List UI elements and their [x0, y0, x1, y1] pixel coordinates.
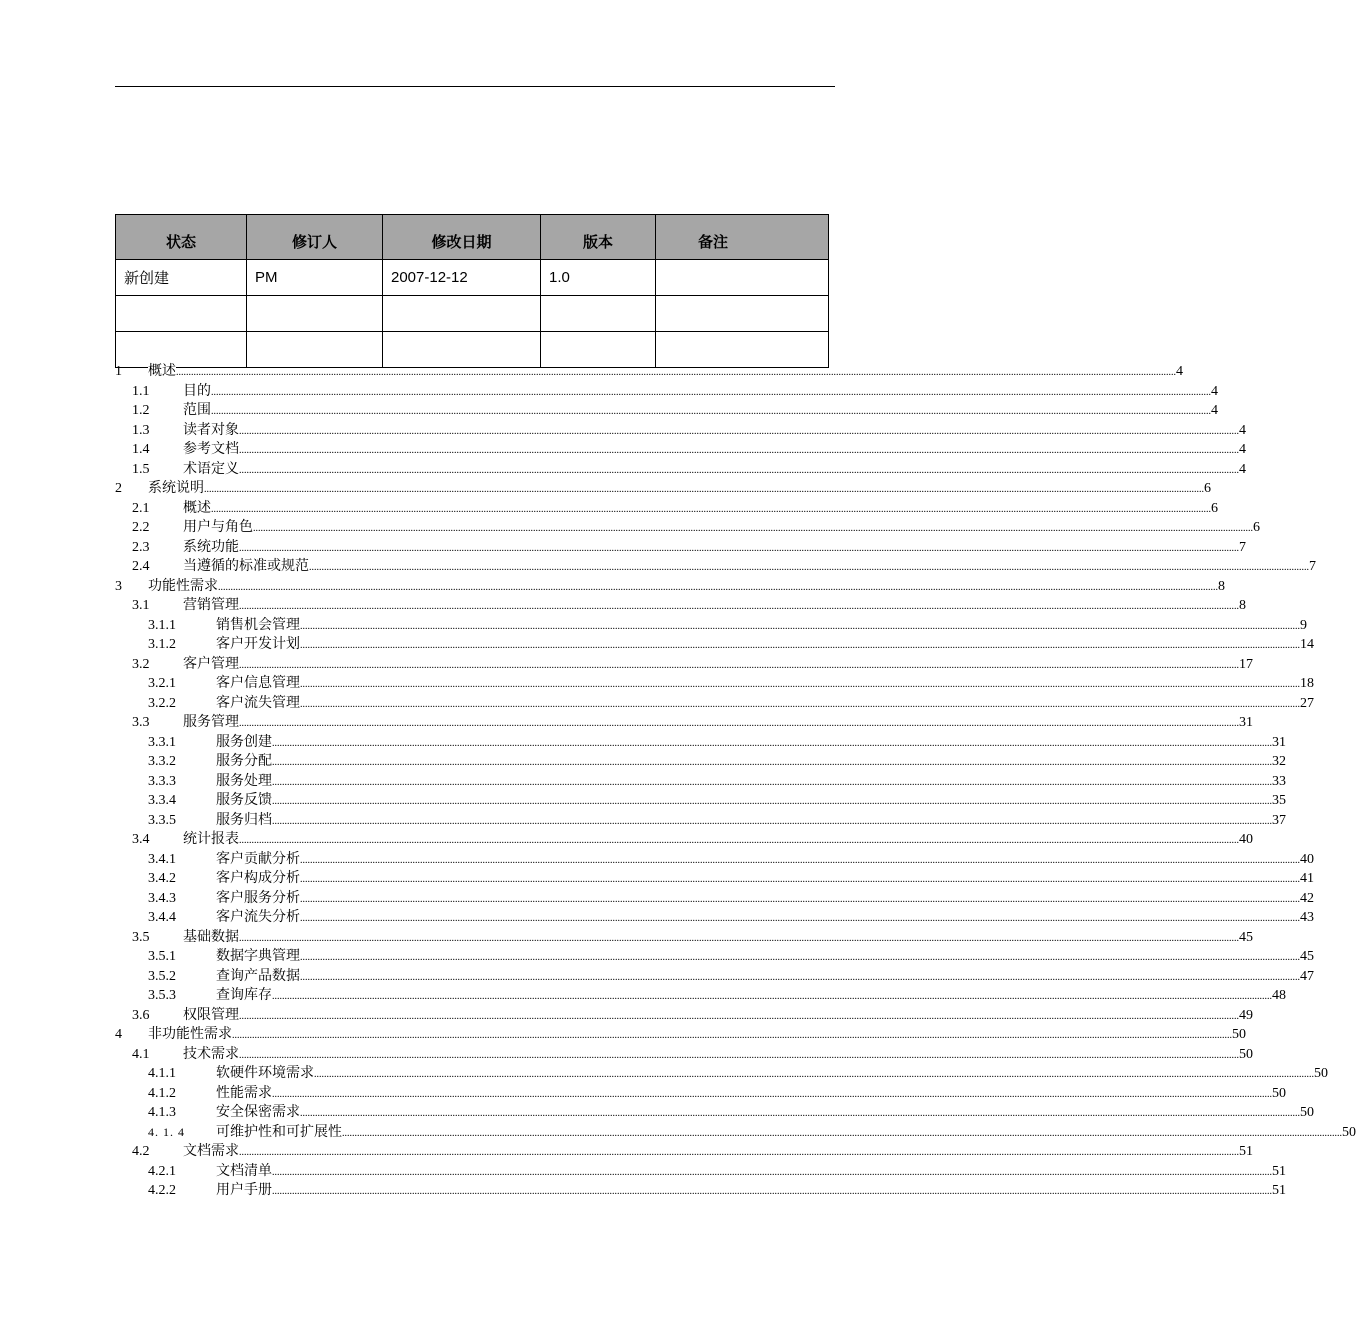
dot-leader: ................................................................................................................................................................................................................................................................................................................................................................................................................ — [272, 776, 1272, 788]
dot-leader: ................................................................................................................................................................................................................................................................................................................................................................................................................ — [211, 503, 1211, 515]
toc-entry[interactable] — [115, 1006, 1253, 1026]
toc-entry[interactable] — [115, 421, 1246, 441]
toc-entry-line — [183, 440, 1246, 461]
dot-leader: ................................................................................................................................................................................................................................................................................................................................................................................................................ — [272, 796, 1272, 807]
dot-leader: ................................................................................................................................................................................................................................................................................................................................................................................................................ — [239, 464, 1239, 476]
table-row — [116, 296, 829, 332]
toc-entry-line — [148, 1025, 1246, 1046]
toc-entry-line — [216, 850, 1314, 871]
toc-entry-number: 3.5.2 — [148, 968, 176, 984]
toc-entry[interactable] — [115, 538, 1246, 558]
dot-leader: ................................................................................................................................................................................................................................................................................................................................................................................................................ — [300, 971, 1300, 983]
col-version: 版本 — [541, 215, 656, 260]
toc-entry-page: 51 — [1272, 1163, 1286, 1179]
dot-leader: ................................................................................................................................................................................................................................................................................................................................................................................................................ — [272, 1088, 1272, 1100]
toc-entry-title: 营销管理 — [183, 596, 239, 616]
toc-entry[interactable] — [115, 928, 1253, 948]
toc-entry-title: 客户服务分析 — [216, 889, 300, 909]
toc-entry-number: 4.1.3 — [148, 1105, 176, 1120]
toc-entry-page: 50 — [1314, 1066, 1328, 1081]
dot-leader: ................................................................................................................................................................................................................................................................................................................................................................................................................ — [239, 542, 1239, 554]
toc-entry-line — [216, 967, 1314, 988]
dot-leader: ................................................................................................................................................................................................................................................................................................................................................................................................................ — [300, 679, 1300, 690]
dot-leader: ................................................................................................................................................................................................................................................................................................................................................................................................................ — [211, 386, 1211, 398]
toc-entry-number: 2.2 — [132, 520, 150, 535]
toc-entry-number: 3.5.1 — [148, 949, 176, 964]
toc-entry-page: 4 — [1211, 403, 1218, 418]
toc-entry-number: 3.3 — [132, 715, 150, 730]
toc-entry-page: 8 — [1239, 598, 1246, 613]
cell-status: 新创建 — [116, 260, 247, 296]
toc-entry[interactable] — [115, 733, 1286, 753]
dot-leader: ................................................................................................................................................................................................................................................................................................................................................................................................................ — [300, 874, 1300, 885]
cell-notes — [656, 260, 829, 296]
toc-entry[interactable] — [115, 577, 1225, 597]
cell-version — [541, 296, 656, 332]
toc-entry[interactable] — [115, 947, 1314, 967]
toc-entry[interactable] — [115, 772, 1286, 792]
toc-entry[interactable] — [115, 499, 1218, 519]
toc-entry-title: 客户构成分析 — [216, 869, 300, 889]
toc-entry-number: 1.2 — [132, 403, 150, 418]
toc-entry-page: 35 — [1272, 793, 1286, 808]
toc-entry-number: 1.1 — [132, 383, 150, 399]
dot-leader: ................................................................................................................................................................................................................................................................................................................................................................................................................ — [272, 737, 1272, 749]
dot-leader: ................................................................................................................................................................................................................................................................................................................................................................................................................ — [300, 620, 1300, 632]
toc-entry-title: 功能性需求 — [148, 577, 218, 597]
toc-entry-line — [183, 1045, 1253, 1066]
dot-leader: ................................................................................................................................................................................................................................................................................................................................................................................................................ — [218, 581, 1218, 593]
toc-entry[interactable] — [115, 850, 1314, 870]
toc-entry-page: 18 — [1300, 676, 1314, 691]
toc-entry-page: 42 — [1300, 890, 1314, 906]
toc-entry-number: 3.1.1 — [148, 617, 176, 633]
toc-entry-page: 7 — [1239, 539, 1246, 555]
toc-entry[interactable] — [115, 557, 1316, 577]
toc-entry-page: 4 — [1239, 422, 1246, 438]
toc-entry-line — [216, 772, 1286, 793]
toc-entry-title: 服务管理 — [183, 713, 239, 733]
toc-entry-line — [216, 811, 1286, 832]
toc-entry[interactable] — [115, 460, 1246, 480]
cell-status — [116, 296, 247, 332]
dot-leader: ................................................................................................................................................................................................................................................................................................................................................................................................................ — [204, 484, 1204, 495]
toc-entry-line — [183, 1142, 1253, 1163]
toc-entry-number: 3.4 — [132, 832, 150, 847]
toc-entry[interactable] — [115, 1123, 1356, 1143]
toc-entry-page: 47 — [1300, 968, 1314, 984]
toc-entry-title: 用户手册 — [216, 1181, 272, 1201]
toc-entry-title: 软硬件环境需求 — [216, 1064, 314, 1084]
cell-reviser: PM — [247, 260, 383, 296]
toc-entry[interactable] — [115, 791, 1286, 811]
toc-entry-title: 文档需求 — [183, 1142, 239, 1162]
toc-entry-title: 当遵循的标准或规范 — [183, 557, 309, 577]
toc-entry[interactable] — [115, 596, 1246, 616]
dot-leader: ................................................................................................................................................................................................................................................................................................................................................................................................................ — [272, 1166, 1272, 1178]
dot-leader: ................................................................................................................................................................................................................................................................................................................................................................................................................ — [239, 718, 1239, 729]
revision-header-row — [116, 215, 829, 260]
revision-table — [115, 214, 829, 368]
dot-leader: ................................................................................................................................................................................................................................................................................................................................................................................................................ — [309, 562, 1309, 573]
toc-entry[interactable] — [115, 889, 1314, 909]
toc-entry-line — [183, 928, 1253, 949]
toc-entry-line — [183, 596, 1246, 617]
toc-entry-line — [183, 421, 1246, 442]
toc-entry-number: 3.1 — [132, 598, 150, 613]
dot-leader: ................................................................................................................................................................................................................................................................................................................................................................................................................ — [342, 1127, 1342, 1139]
toc-entry[interactable] — [115, 518, 1260, 538]
toc-entry-line — [183, 382, 1218, 403]
toc-entry-page: 49 — [1239, 1007, 1253, 1023]
toc-entry-page: 6 — [1204, 481, 1211, 496]
toc-entry-number: 3.4.2 — [148, 871, 176, 886]
toc-entry-title: 文档清单 — [216, 1162, 272, 1182]
toc-entry-page: 43 — [1300, 910, 1314, 925]
toc-entry-number: 3.3.2 — [148, 754, 176, 769]
cell-reviser — [247, 296, 383, 332]
dot-leader: ................................................................................................................................................................................................................................................................................................................................................................................................................ — [300, 1108, 1300, 1119]
cell-date: 2007-12-12 — [383, 260, 541, 296]
dot-leader: ................................................................................................................................................................................................................................................................................................................................................................................................................ — [239, 445, 1239, 456]
toc-entry-page: 4 — [1239, 461, 1246, 477]
toc-entry[interactable] — [115, 1084, 1286, 1104]
dot-leader: ................................................................................................................................................................................................................................................................................................................................................................................................................ — [272, 757, 1272, 768]
header-rule — [115, 86, 835, 87]
toc-entry-line — [183, 557, 1316, 578]
toc-entry-title: 术语定义 — [183, 460, 239, 480]
toc-entry-title: 客户贡献分析 — [216, 850, 300, 870]
toc-entry[interactable] — [115, 908, 1314, 928]
toc-entry-title: 概述 — [183, 499, 211, 519]
toc-entry-title: 范围 — [183, 401, 211, 421]
toc-entry[interactable] — [115, 694, 1314, 714]
toc-entry[interactable] — [115, 401, 1218, 421]
toc-entry[interactable] — [115, 1064, 1328, 1084]
toc-entry[interactable] — [115, 382, 1218, 402]
toc-entry-number: 1.3 — [132, 422, 150, 438]
dot-leader: ................................................................................................................................................................................................................................................................................................................................................................................................................ — [300, 698, 1300, 710]
toc-entry-page: 4 — [1211, 383, 1218, 399]
dot-leader: ................................................................................................................................................................................................................................................................................................................................................................................................................ — [176, 367, 1176, 378]
toc-entry-line — [183, 401, 1218, 422]
dot-leader: ................................................................................................................................................................................................................................................................................................................................................................................................................ — [300, 913, 1300, 924]
toc-entry-title: 服务处理 — [216, 772, 272, 792]
toc-entry-line — [216, 752, 1286, 773]
toc-entry-page: 7 — [1309, 559, 1316, 574]
toc-entry-line — [216, 1103, 1314, 1124]
toc-entry-page: 50 — [1300, 1105, 1314, 1120]
toc-entry-title: 参考文档 — [183, 440, 239, 460]
toc-entry-title: 基础数据 — [183, 928, 239, 948]
toc-entry-title: 概述 — [148, 362, 176, 382]
dot-leader: ................................................................................................................................................................................................................................................................................................................................................................................................................ — [300, 640, 1300, 651]
toc-entry-number: 3.3.1 — [148, 734, 176, 750]
toc-entry-title: 技术需求 — [183, 1045, 239, 1065]
toc-entry-number: 3.3.4 — [148, 793, 176, 808]
toc-entry-line — [148, 577, 1225, 598]
toc-entry-title: 数据字典管理 — [216, 947, 300, 967]
toc-entry-number: 3.1.2 — [148, 637, 176, 652]
dot-leader: ................................................................................................................................................................................................................................................................................................................................................................................................................ — [239, 1147, 1239, 1158]
cell-date — [383, 296, 541, 332]
toc-entry-title: 服务创建 — [216, 733, 272, 753]
col-date: 修改日期 — [383, 215, 541, 260]
toc-entry-number: 4.1 — [132, 1046, 150, 1062]
toc-entry[interactable] — [115, 713, 1253, 733]
toc-entry-line — [216, 616, 1307, 637]
toc-entry-title: 非功能性需求 — [148, 1025, 232, 1045]
toc-entry-title: 查询库存 — [216, 986, 272, 1006]
toc-entry-page: 51 — [1239, 1144, 1253, 1159]
toc-entry-number: 3.3.5 — [148, 812, 176, 828]
toc-entry-line — [216, 635, 1314, 656]
col-notes: 备注 — [656, 215, 829, 260]
col-reviser: 修订人 — [247, 215, 383, 260]
toc-entry-title: 服务归档 — [216, 811, 272, 831]
toc-entry-line — [183, 1006, 1253, 1027]
toc-entry[interactable] — [115, 362, 1183, 382]
toc-entry-page: 31 — [1272, 734, 1286, 750]
dot-leader: ................................................................................................................................................................................................................................................................................................................................................................................................................ — [211, 406, 1211, 417]
toc-entry-title: 服务反馈 — [216, 791, 272, 811]
toc-entry-page: 50 — [1272, 1085, 1286, 1101]
toc-entry[interactable] — [115, 616, 1307, 636]
toc-entry-page: 40 — [1239, 832, 1253, 847]
toc-entry-page: 37 — [1272, 812, 1286, 828]
toc-entry-title: 用户与角色 — [183, 518, 253, 538]
toc-entry-number: 4 — [115, 1027, 122, 1042]
toc-entry-page: 40 — [1300, 851, 1314, 867]
toc-entry-title: 客户管理 — [183, 655, 239, 675]
toc-entry-title: 性能需求 — [216, 1084, 272, 1104]
col-status: 状态 — [116, 215, 247, 260]
toc-entry-title: 客户流失管理 — [216, 694, 300, 714]
toc-entry-number: 3.5.3 — [148, 988, 176, 1003]
toc-entry-page: 17 — [1239, 656, 1253, 672]
cell-version: 1.0 — [541, 260, 656, 296]
toc-entry-number: 3.2.1 — [148, 676, 176, 691]
toc-entry-line — [216, 1064, 1328, 1085]
toc-entry-title: 可维护性和可扩展性 — [216, 1123, 342, 1143]
toc-entry-line — [216, 1181, 1286, 1202]
toc-entry-number: 4.1.2 — [148, 1085, 176, 1101]
toc-entry-number: 3.4.3 — [148, 890, 176, 906]
toc-entry-line — [216, 733, 1286, 754]
toc-entry-page: 32 — [1272, 754, 1286, 769]
dot-leader: ................................................................................................................................................................................................................................................................................................................................................................................................................ — [239, 932, 1239, 944]
toc-entry-line — [216, 889, 1314, 910]
toc-entry-page: 48 — [1272, 988, 1286, 1003]
toc-entry-title: 权限管理 — [183, 1006, 239, 1026]
dot-leader: ................................................................................................................................................................................................................................................................................................................................................................................................................ — [300, 893, 1300, 905]
toc-entry-page: 4 — [1176, 364, 1183, 379]
toc-entry-number: 3.4.1 — [148, 851, 176, 867]
toc-entry-line — [216, 674, 1314, 695]
toc-entry-page: 50 — [1232, 1027, 1246, 1042]
toc-entry-number: 2.1 — [132, 500, 150, 516]
dot-leader: ................................................................................................................................................................................................................................................................................................................................................................................................................ — [272, 1186, 1272, 1197]
toc-entry-page: 6 — [1211, 500, 1218, 516]
toc-entry-page: 51 — [1272, 1183, 1286, 1198]
toc-entry[interactable] — [115, 986, 1286, 1006]
toc-entry[interactable] — [115, 1045, 1253, 1065]
dot-leader: ................................................................................................................................................................................................................................................................................................................................................................................................................ — [272, 815, 1272, 827]
toc-entry-page: 31 — [1239, 715, 1253, 730]
toc-entry-line — [216, 694, 1314, 715]
toc-entry-page: 45 — [1239, 929, 1253, 945]
toc-entry[interactable] — [115, 635, 1314, 655]
toc-entry-number: 3.6 — [132, 1007, 150, 1023]
toc-entry-number: 3.5 — [132, 929, 150, 945]
toc-entry-title: 安全保密需求 — [216, 1103, 300, 1123]
dot-leader: ................................................................................................................................................................................................................................................................................................................................................................................................................ — [232, 1030, 1232, 1041]
toc-entry-number: 3.2.2 — [148, 695, 176, 711]
toc-entry-line — [183, 518, 1260, 539]
toc-entry-number: 2 — [115, 481, 122, 496]
toc-entry-page: 33 — [1272, 773, 1286, 789]
toc-entry[interactable] — [115, 1103, 1314, 1123]
toc-entry-title: 读者对象 — [183, 421, 239, 441]
toc-entry-page: 9 — [1300, 617, 1307, 633]
toc-entry-page: 50 — [1342, 1124, 1356, 1140]
toc-entry-title: 目的 — [183, 382, 211, 402]
toc-entry-page: 6 — [1253, 520, 1260, 535]
toc-entry-number: 2.3 — [132, 539, 150, 555]
toc-entry-number: 3.3.3 — [148, 773, 176, 789]
dot-leader: ................................................................................................................................................................................................................................................................................................................................................................................................................ — [239, 835, 1239, 846]
toc-entry-title: 查询产品数据 — [216, 967, 300, 987]
toc-entry[interactable] — [115, 1025, 1246, 1045]
toc-entry-line — [183, 460, 1246, 481]
dot-leader: ................................................................................................................................................................................................................................................................................................................................................................................................................ — [239, 425, 1239, 437]
toc-entry-number: 2.4 — [132, 559, 150, 574]
table-of-contents — [115, 362, 1356, 1201]
toc-entry[interactable] — [115, 479, 1211, 499]
toc-entry-number: 1.5 — [132, 461, 150, 477]
toc-entry[interactable] — [115, 752, 1286, 772]
toc-entry-number: 4.2 — [132, 1144, 150, 1159]
toc-entry-number: 4.2.1 — [148, 1163, 176, 1179]
toc-entry[interactable] — [115, 811, 1286, 831]
toc-entry-line — [183, 499, 1218, 520]
dot-leader: ................................................................................................................................................................................................................................................................................................................................................................................................................ — [239, 1010, 1239, 1022]
toc-entry-page: 14 — [1300, 637, 1314, 652]
toc-entry-page: 4 — [1239, 442, 1246, 457]
toc-entry-title: 客户开发计划 — [216, 635, 300, 655]
toc-entry-page: 27 — [1300, 695, 1314, 711]
toc-entry-title: 客户流失分析 — [216, 908, 300, 928]
toc-entry[interactable] — [115, 869, 1314, 889]
toc-entry-line — [183, 655, 1253, 676]
toc-entry-number: 4. 1. 4 — [148, 1124, 185, 1139]
toc-entry[interactable] — [115, 440, 1246, 460]
toc-entry[interactable] — [115, 830, 1253, 850]
toc-entry-line — [216, 791, 1286, 812]
dot-leader: ................................................................................................................................................................................................................................................................................................................................................................................................................ — [239, 1049, 1239, 1061]
toc-entry-page: 50 — [1239, 1046, 1253, 1062]
toc-entry-number: 3.2 — [132, 656, 150, 672]
cell-notes — [656, 296, 829, 332]
toc-entry-line — [216, 869, 1314, 890]
toc-entry-line — [216, 908, 1314, 929]
dot-leader: ................................................................................................................................................................................................................................................................................................................................................................................................................ — [300, 854, 1300, 866]
dot-leader: ................................................................................................................................................................................................................................................................................................................................................................................................................ — [253, 523, 1253, 534]
toc-entry-page: 45 — [1300, 949, 1314, 964]
toc-entry-page: 41 — [1300, 871, 1314, 886]
toc-entry[interactable] — [115, 1181, 1286, 1201]
toc-entry-number: 4.1.1 — [148, 1066, 176, 1081]
toc-entry-line — [216, 1162, 1286, 1183]
toc-entry-page: 8 — [1218, 578, 1225, 594]
toc-entry-line — [148, 362, 1183, 383]
toc-entry[interactable] — [115, 674, 1314, 694]
toc-entry-line — [216, 1084, 1286, 1105]
toc-entry-number: 1 — [115, 364, 122, 379]
toc-entry[interactable] — [115, 1142, 1253, 1162]
toc-entry-number: 3 — [115, 578, 122, 594]
table-row — [116, 260, 829, 296]
dot-leader: ................................................................................................................................................................................................................................................................................................................................................................................................................ — [239, 659, 1239, 671]
toc-entry-line — [183, 538, 1246, 559]
toc-entry-title: 服务分配 — [216, 752, 272, 772]
dot-leader: ................................................................................................................................................................................................................................................................................................................................................................................................................ — [300, 952, 1300, 963]
toc-entry-title: 客户信息管理 — [216, 674, 300, 694]
toc-entry-number: 1.4 — [132, 442, 150, 457]
toc-entry-line — [216, 1123, 1356, 1144]
toc-entry-line — [216, 947, 1314, 968]
dot-leader: ................................................................................................................................................................................................................................................................................................................................................................................................................ — [272, 991, 1272, 1002]
toc-entry[interactable] — [115, 967, 1314, 987]
toc-entry-line — [183, 713, 1253, 734]
toc-entry-title: 销售机会管理 — [216, 616, 300, 636]
toc-entry[interactable] — [115, 1162, 1286, 1182]
dot-leader: ................................................................................................................................................................................................................................................................................................................................................................................................................ — [239, 601, 1239, 612]
toc-entry-line — [183, 830, 1253, 851]
toc-entry-title: 统计报表 — [183, 830, 239, 850]
toc-entry[interactable] — [115, 655, 1253, 675]
dot-leader: ................................................................................................................................................................................................................................................................................................................................................................................................................ — [314, 1069, 1314, 1080]
toc-entry-title: 系统功能 — [183, 538, 239, 558]
toc-entry-number: 4.2.2 — [148, 1183, 176, 1198]
toc-entry-line — [148, 479, 1211, 500]
toc-entry-title: 系统说明 — [148, 479, 204, 499]
toc-entry-number: 3.4.4 — [148, 910, 176, 925]
toc-entry-line — [216, 986, 1286, 1007]
